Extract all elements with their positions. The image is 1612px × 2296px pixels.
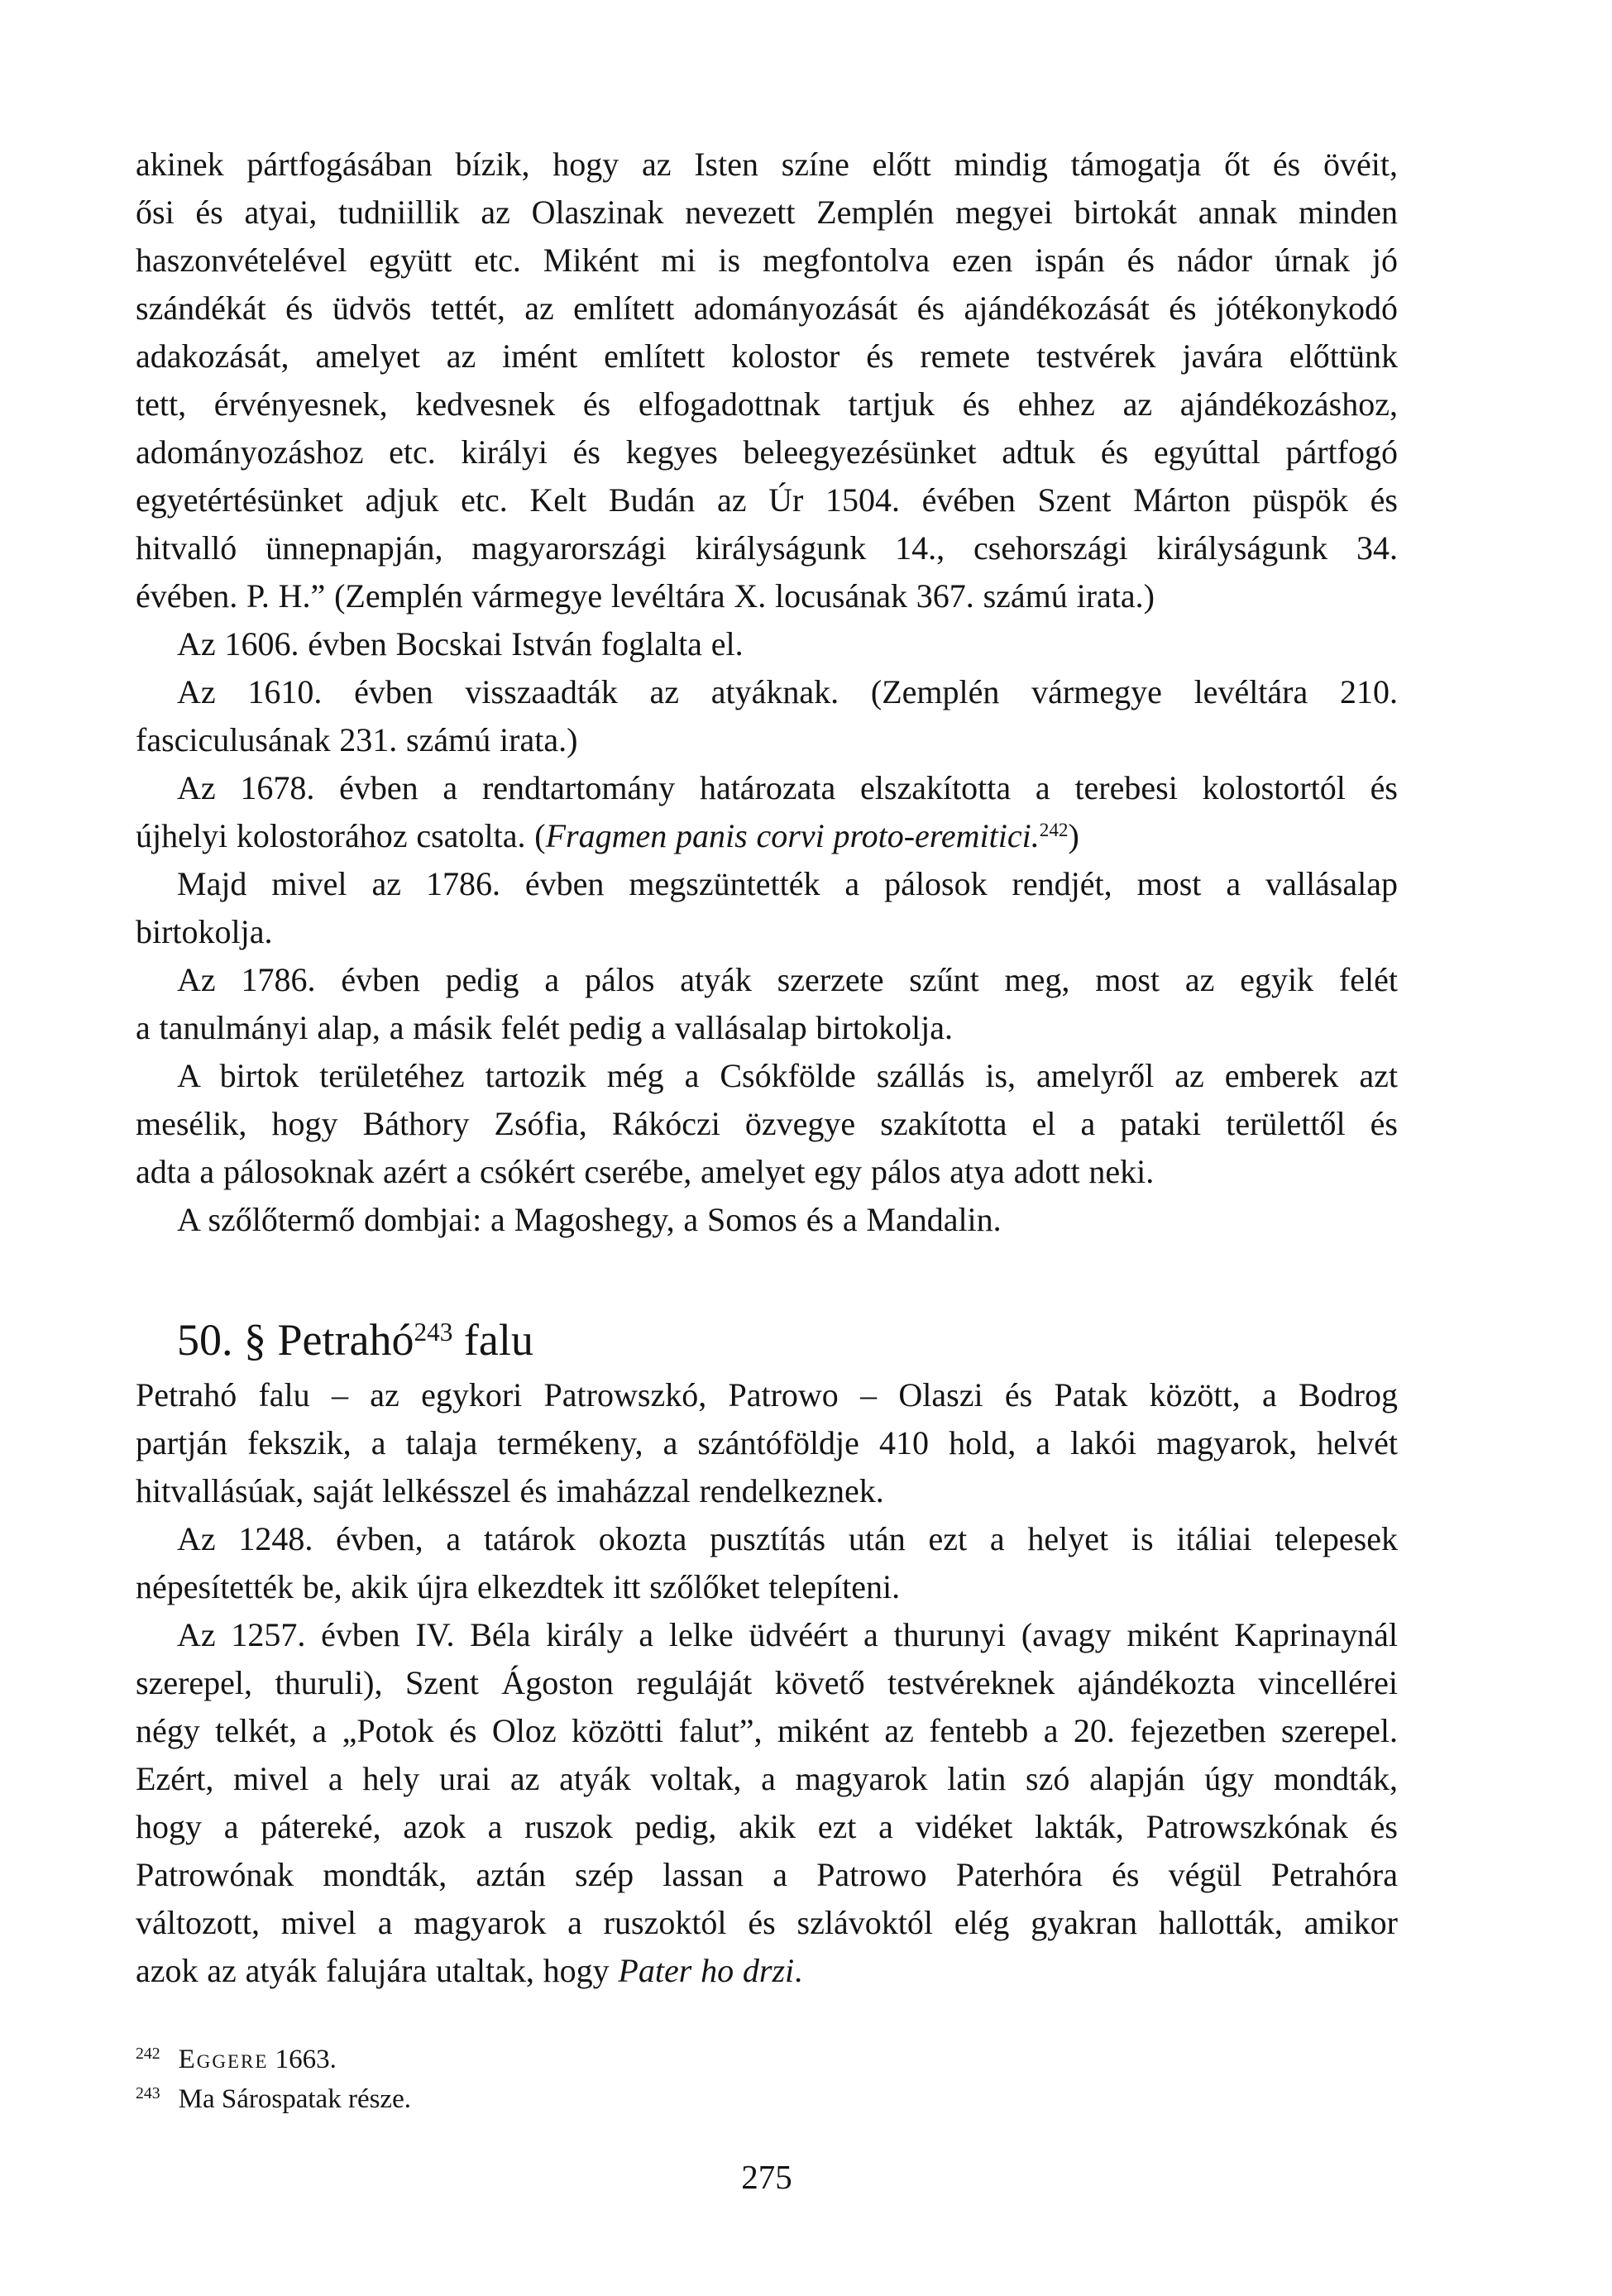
text-line: újhelyi kolostorához csatolta. (Fragmen panis corvi proto-eremitici.$^{242}$) <box>136 817 1079 854</box>
footnote: $^{243}$ Ma Sárospatak része. <box>136 2084 411 2114</box>
text-line: Az 1257. évben IV. Béla király a lelke üdvéért a thurunyi (avagy miként Kaprinaynál <box>177 1616 1398 1653</box>
footnote-marker: 243 <box>136 2084 160 2103</box>
text-line: a tanulmányi alap, a másik felét pedig a vallásalap birtokolja. <box>136 1009 953 1046</box>
text-line: adakozását, amelyet az imént említett kolostor és remete testvérek javára előttünk <box>136 337 1398 375</box>
section-heading: 50. § Petrahó$^{243}$ falu <box>177 1315 533 1365</box>
text-span: Eggere <box>178 2045 269 2074</box>
text-line: Patrowónak mondták, aztán szép lassan a Patrowo Paterhóra és végül Petrahóra <box>136 1856 1398 1893</box>
footnotes <box>136 2040 1398 2119</box>
text-line: négy telkét, a „Potok és Oloz közötti falut”, miként az fentebb a 20. fejezetben szerepel. <box>136 1712 1398 1749</box>
text-line: hogy a pátereké, azok a ruszok pedig, akik ezt a vidéket lakták, Patrowszkónak és <box>136 1808 1398 1845</box>
footnote-ref: 243 <box>414 1317 453 1347</box>
text-line: fasciculusának 231. számú irata.) <box>136 721 578 758</box>
text-line: egyetértésünket adjuk etc. Kelt Budán az Úr 1504. évében Szent Márton püspök és <box>136 481 1398 519</box>
text-line: Az 1606. évben Bocskai István foglalta el. <box>177 625 744 662</box>
text-span: Pater ho drzi <box>618 1952 795 1989</box>
text-line: Ezért, mivel a hely urai az atyák voltak, a magyarok latin szó alapján úgy mondták, <box>136 1760 1398 1797</box>
text-line: Petrahó falu – az egykori Patrowszkó, Patrowo – Olaszi és Patak között, a Bodrog <box>136 1376 1398 1413</box>
body-content <box>136 141 1398 1995</box>
text-line: birtokolja. <box>136 913 273 950</box>
text-line: adományozáshoz etc. királyi és kegyes beleegyezésünket adtuk és egyúttal pártfogó <box>136 433 1398 471</box>
text-line: évében. P. H.” (Zemplén vármegye levéltára X. locusának 367. számú irata.) <box>136 577 1155 615</box>
text-line: adta a pálosoknak azért a csókért cserébe, amelyet egy pálos atya adott neki. <box>136 1153 1155 1190</box>
footnote: $^{242}$ Eggere 1663. <box>136 2045 337 2074</box>
text-line: Majd mivel az 1786. évben megszüntették a pálosok rendjét, most a vallásalap <box>177 865 1398 902</box>
text-line: tett, érvényesnek, kedvesnek és elfogadottnak tartjuk és ehhez az ajándékozáshoz, <box>136 385 1398 423</box>
footnote-marker: 242 <box>136 2045 160 2064</box>
text-line: Az 1786. évben pedig a pálos atyák szerzete szűnt meg, most az egyik felét <box>177 961 1398 998</box>
text-line: Az 1678. évben a rendtartomány határozata elszakította a terebesi kolostortól és <box>177 769 1398 806</box>
text-line: azok az atyák falujára utaltak, hogy Pater ho drzi. <box>136 1952 803 1989</box>
footnote-ref: 242 <box>1039 820 1069 842</box>
text-line: A birtok területéhez tartozik még a Csókfölde szállás is, amelyről az emberek azt <box>177 1057 1398 1094</box>
text-line: változott, mivel a magyarok a ruszoktól és szlávoktól elég gyakran hallották, amikor <box>136 1904 1398 1941</box>
text-line: hitvallásúak, saját lelkésszel és imaházzal rendelkeznek. <box>136 1472 884 1509</box>
text-line: mesélik, hogy Báthory Zsófia, Rákóczi özvegye szakította el a pataki területtől és <box>136 1105 1398 1142</box>
text-block <box>136 141 1398 2198</box>
text-line: haszonvételével együtt etc. Miként mi is megfontolva ezen ispán és nádor úrnak jó <box>136 242 1398 279</box>
text-line: hitvalló ünnepnapján, magyarországi királyságunk 14., csehországi királyságunk 34. <box>136 529 1398 567</box>
text-line: partján fekszik, a talaja termékeny, a szántóföldje 410 hold, a lakói magyarok, helvét <box>136 1424 1398 1461</box>
text-line: akinek pártfogásában bízik, hogy az Isten színe előtt mindig támogatja őt és övéit, <box>136 146 1398 183</box>
text-line: népesítették be, akik újra elkezdtek itt szőlőket telepíteni. <box>136 1568 901 1605</box>
text-line: Az 1610. évben visszaadták az atyáknak. (Zemplén vármegye levéltára 210. <box>177 673 1398 710</box>
text-line: Az 1248. évben, a tatárok okozta pusztítás után ezt a helyet is itáliai telepesek <box>177 1520 1398 1557</box>
text-span: Fragmen panis corvi proto-eremitici. <box>545 817 1040 854</box>
text-line: ősi és atyai, tudniillik az Olaszinak nevezett Zemplén megyei birtokát annak minden <box>136 194 1398 231</box>
page-number: 275 <box>741 2158 792 2196</box>
text-line: szándékát és üdvös tettét, az említett adományozását és ajándékozását és jótékonykodó <box>136 289 1398 327</box>
text-line: A szőlőtermő dombjai: a Magoshegy, a Somos és a Mandalin. <box>177 1201 1002 1238</box>
text-line: szerepel, thuruli), Szent Ágoston reguláját követő testvéreknek ajándékozta vincellérei <box>136 1664 1398 1701</box>
